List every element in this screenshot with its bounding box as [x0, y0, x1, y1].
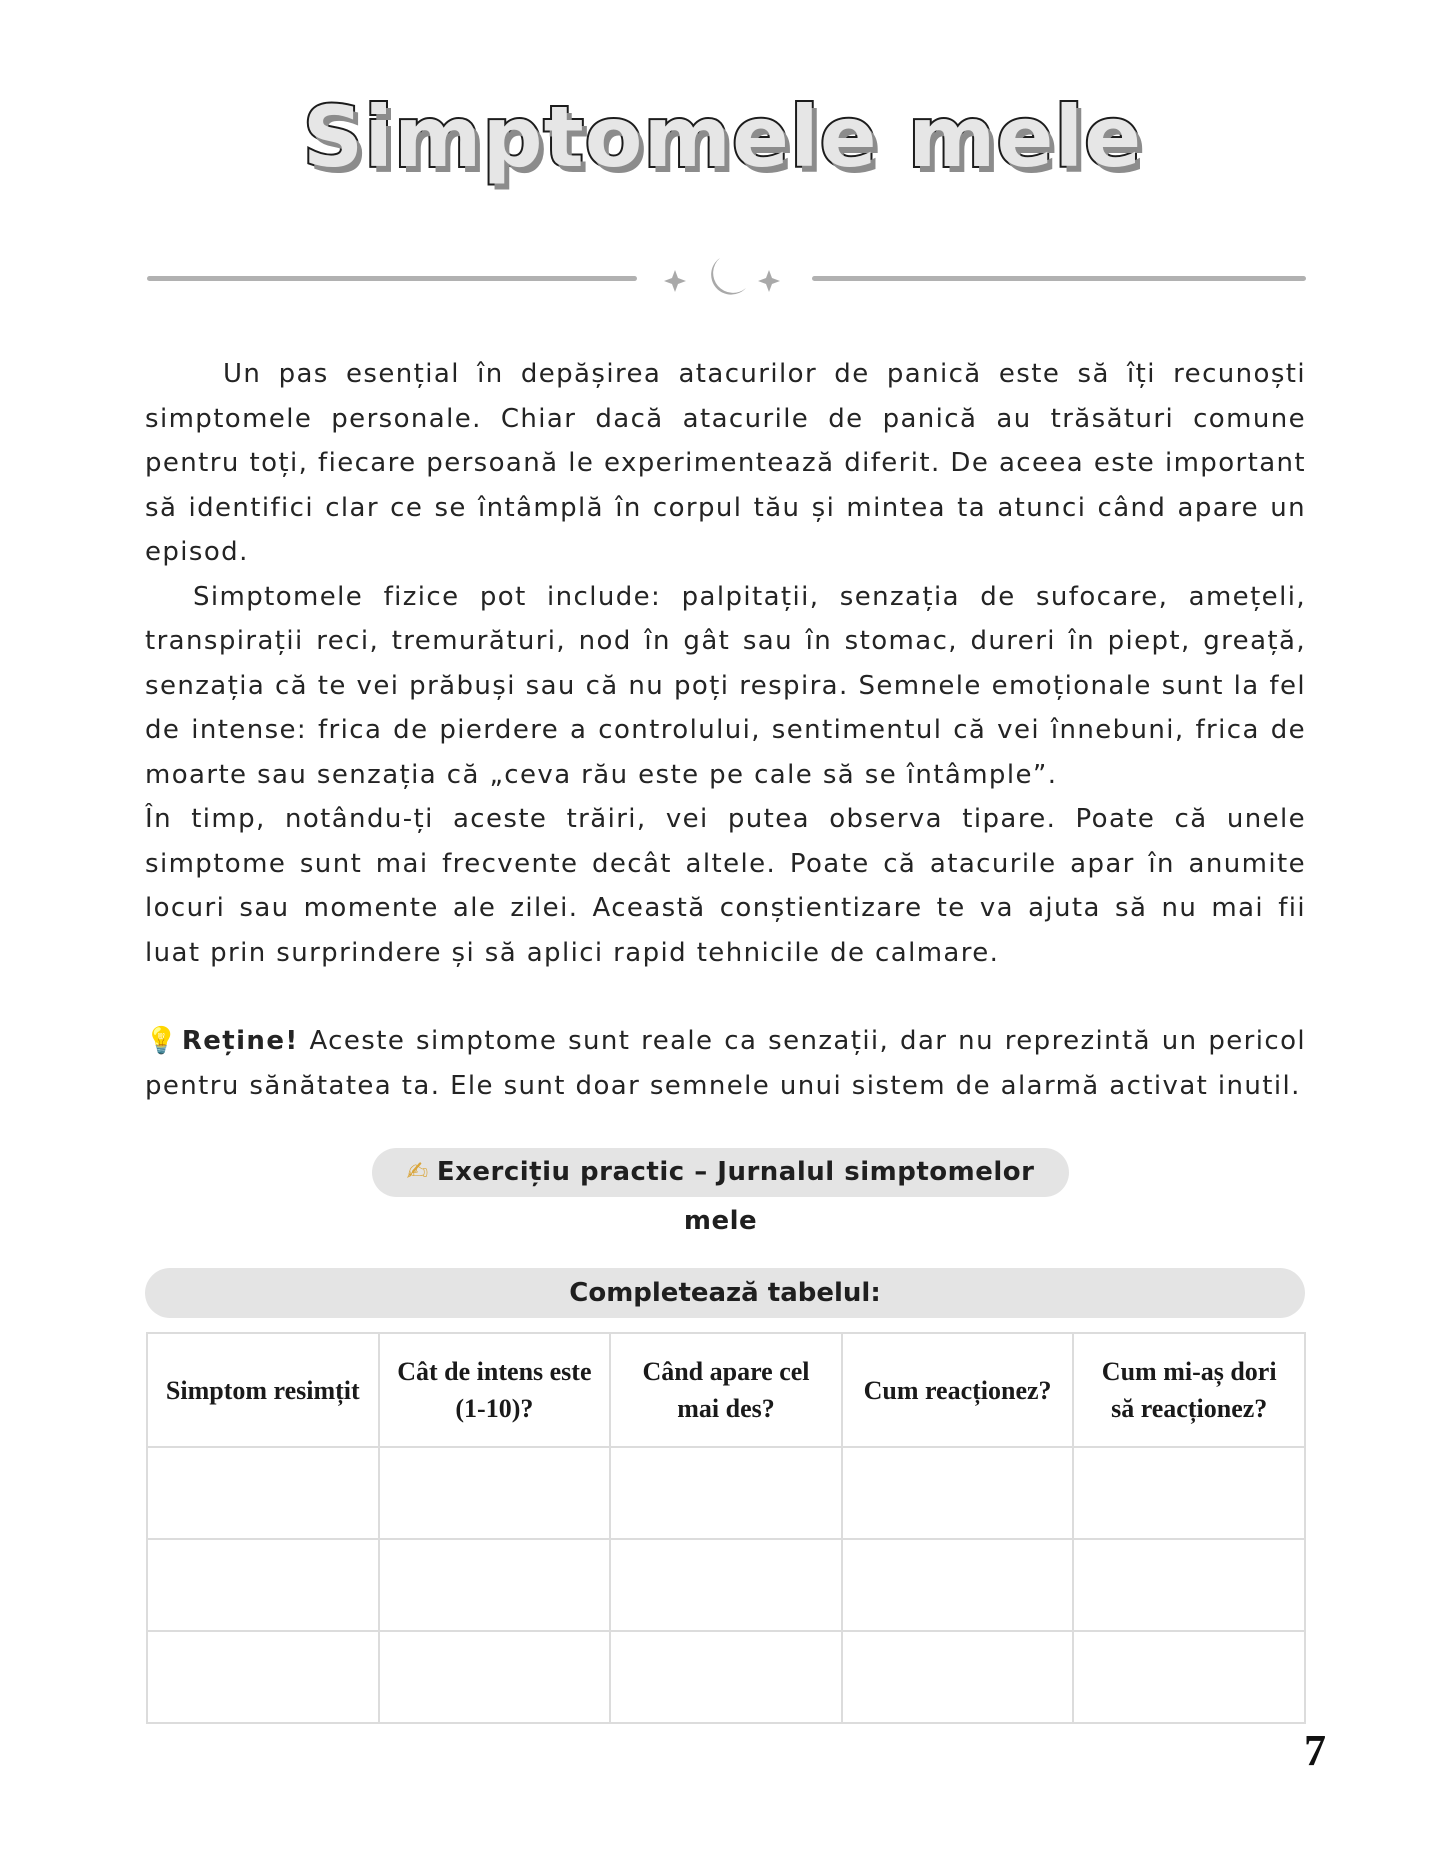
page-title: Simptomele mele — [302, 88, 1143, 186]
moon-stars-icon — [662, 252, 782, 302]
note — [145, 1019, 1306, 1108]
table-cell[interactable] — [147, 1631, 379, 1723]
table-row — [147, 1631, 1305, 1723]
table-cell[interactable] — [1073, 1447, 1305, 1539]
table-cell[interactable] — [842, 1539, 1074, 1631]
table-cell[interactable] — [147, 1447, 379, 1539]
column-header-when: Când apare cel mai des? — [610, 1333, 842, 1447]
table-cell[interactable] — [842, 1447, 1074, 1539]
paragraph: În timp, notându-ți aceste trăiri, vei putea observa tipare. Poate că unele simptome sunt mai frecvente decât altele. Poate că atacurile apar în anumite locuri sau momente ale zilei. Această conștientizare te va ajuta să nu mai fii luat prin surprindere și să aplici rapid tehnicile de calmare. — [145, 804, 1306, 968]
table-cell[interactable] — [610, 1631, 842, 1723]
exercise-label: Exercițiu practic – Jurnalul simptomelor mele — [436, 1157, 1035, 1236]
paragraph: Un pas esențial în depășirea atacurilor de panică este să îți recunoști simptomele personale. Chiar dacă atacurile de panică au trăsături comune pentru toți, fiecare persoană le experimentează diferit. De aceea este important să identifici clar ce se întâmplă în corpul tău și mintea ta atunci când apare un episod. — [145, 359, 1306, 567]
table-cell[interactable] — [379, 1631, 611, 1723]
table-cell[interactable] — [1073, 1539, 1305, 1631]
lightbulb-icon: 💡 — [145, 1026, 179, 1056]
table-cell[interactable] — [379, 1539, 611, 1631]
table-row — [147, 1539, 1305, 1631]
divider-line-left — [147, 276, 637, 281]
ornamental-divider — [0, 252, 1445, 302]
table-header-row — [147, 1333, 1305, 1447]
body-text — [145, 352, 1306, 1108]
table-caption: Completează tabelul: — [145, 1268, 1305, 1318]
divider-line-right — [812, 276, 1306, 281]
writing-hand-icon: ✍ — [406, 1157, 429, 1187]
table-cell[interactable] — [610, 1539, 842, 1631]
note-label: Reține! — [181, 1026, 299, 1056]
paragraph: Simptomele fizice pot include: palpitații, senzația de sufocare, amețeli, transpirații reci, tremurături, nod în gât sau în stomac, dureri în piept, greață, senzația că te vei prăbuși sau că nu poți respira. Semnele emoționale sunt la fel de intense: frica de pierdere a controlului, sentimentul că vei înnebuni, frica de moarte sau senzația că „ceva rău este pe cale să se întâmple”. — [145, 581, 1306, 790]
table-row — [147, 1447, 1305, 1539]
note-text: Aceste simptome sunt reale ca senzații, dar nu reprezintă un pericol pentru sănătatea ta. Ele sunt doar semnele unui sistem de alarmă activat inutil. — [145, 1026, 1307, 1101]
column-header-intensity: Cât de intens este (1-10)? — [379, 1333, 611, 1447]
table-cell[interactable] — [842, 1631, 1074, 1723]
column-header-desired-reaction: Cum mi-aș dori să reacționez? — [1073, 1333, 1305, 1447]
table-cell[interactable] — [610, 1447, 842, 1539]
table-cell[interactable] — [379, 1447, 611, 1539]
column-header-reaction: Cum reacționez? — [842, 1333, 1074, 1447]
exercise-heading — [372, 1148, 1069, 1236]
table-cell[interactable] — [147, 1539, 379, 1631]
symptom-journal-table — [146, 1332, 1306, 1724]
column-header-symptom: Simptom resimțit — [147, 1333, 379, 1447]
table-cell[interactable] — [1073, 1631, 1305, 1723]
page-number: 7 — [1304, 1726, 1326, 1775]
